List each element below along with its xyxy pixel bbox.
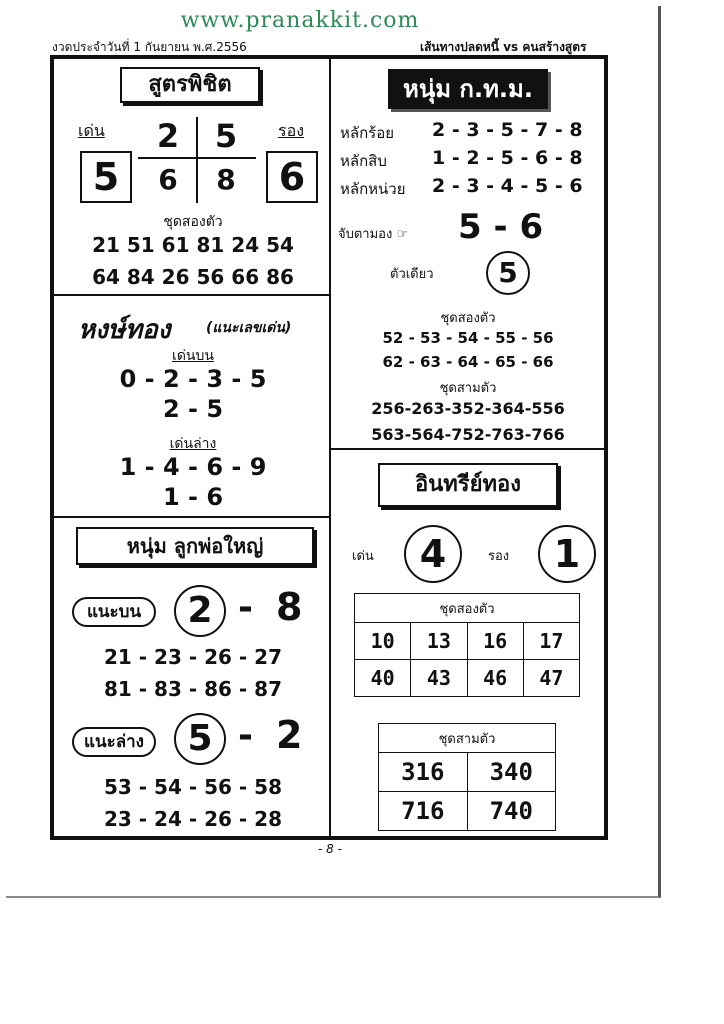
- bkk-pairs-row: 52 - 53 - 54 - 55 - 56: [382, 329, 554, 347]
- content-frame: [50, 55, 608, 840]
- luk-bottom-row: 23 - 24 - 26 - 28: [103, 807, 282, 831]
- luk-bottom-row: 53 - 54 - 56 - 58: [103, 775, 282, 799]
- bkk-pick-value: 5 - 6: [458, 207, 544, 247]
- luk-top-row: 21 - 23 - 26 - 27: [103, 645, 282, 669]
- table-cell: 10: [355, 623, 411, 660]
- bkk-row-label: หลักหน่วย: [340, 180, 406, 198]
- grid-cell: 2: [156, 117, 180, 155]
- hong-top-row: 2 - 5: [162, 395, 224, 423]
- bkk-row-value: 1 - 2 - 5 - 6 - 8: [432, 147, 583, 169]
- section-sutr: [53, 58, 331, 296]
- table-cell: 340: [467, 753, 556, 792]
- table-row: [379, 753, 556, 792]
- table-row: [379, 792, 556, 831]
- luk-top-dash: -: [238, 587, 253, 628]
- sutr-second-box: 6: [266, 151, 318, 203]
- grid-cell: 5: [214, 117, 238, 155]
- table-cell: 740: [467, 792, 556, 831]
- luk-bottom-pill: แนะล่าง: [72, 727, 156, 757]
- hong-bottom-label: เด่นล่าง: [169, 436, 217, 452]
- table-cell: 16: [467, 623, 523, 660]
- grid-cell: 6: [158, 163, 178, 196]
- grid-vline: [196, 117, 198, 203]
- magazine-title: เส้นทางปลดหนี้ vs คนสร้างสูตร: [420, 40, 587, 54]
- luk-top-circle: 2: [174, 585, 226, 637]
- table-row: [355, 594, 580, 623]
- table-cell: 716: [379, 792, 468, 831]
- page-number: - 8 -: [318, 842, 342, 856]
- bkk-single-circle: 5: [486, 251, 530, 295]
- bkk-row-label: หลักร้อย: [340, 124, 395, 142]
- luk-title: หนุ่ม ลูกพ่อใหญ่: [76, 527, 314, 565]
- table-cell: 17: [523, 623, 579, 660]
- bkk-single-label: ตัวเดียว: [390, 267, 434, 282]
- section-bkk: [329, 58, 605, 450]
- bkk-row-value: 2 - 3 - 4 - 5 - 6: [432, 175, 583, 197]
- bkk-pairs-row: 62 - 63 - 64 - 65 - 66: [382, 353, 554, 371]
- section-hong: [53, 294, 331, 518]
- sutr-title: สูตรพิชิต: [120, 67, 260, 103]
- table-row: [379, 724, 556, 753]
- luk-bottom-second: 2: [276, 713, 303, 757]
- insee-triples-label: ชุดสามตัว: [379, 724, 556, 753]
- sutr-cross-grid: [138, 117, 256, 203]
- table-cell: 43: [411, 660, 467, 697]
- sutr-second-label: รอง: [278, 121, 305, 140]
- insee-title: อินทรีย์ทอง: [378, 463, 558, 507]
- watermark: www.pranakkit.com: [180, 8, 420, 33]
- hong-top-row: 0 - 2 - 3 - 5: [119, 365, 267, 393]
- table-cell: 40: [355, 660, 411, 697]
- table-cell: 46: [467, 660, 523, 697]
- luk-bottom-dash: -: [238, 715, 253, 756]
- luk-bottom-circle: 5: [174, 713, 226, 765]
- bkk-triples-label: ชุดสามตัว: [439, 381, 497, 396]
- grid-cell: 8: [216, 163, 236, 196]
- sutr-pairs-row: 64 84 26 56 66 86: [92, 265, 294, 289]
- insee-second-circle: 1: [538, 525, 596, 583]
- bkk-pairs-label: ชุดสองตัว: [440, 311, 496, 326]
- hong-bottom-row: 1 - 6: [162, 483, 224, 511]
- hong-title: หงษ์ทอง: [78, 315, 171, 345]
- sutr-pairs-label: ชุดสองตัว: [163, 214, 223, 230]
- bkk-triples-row: 256-263-352-364-556: [371, 399, 565, 418]
- insee-lead-circle: 4: [404, 525, 462, 583]
- table-cell: 47: [523, 660, 579, 697]
- hong-top-label: เด่นบน: [172, 348, 214, 364]
- bkk-title: หนุ่ม ก.ท.ม.: [388, 69, 548, 109]
- section-luk: [53, 516, 331, 837]
- table-row: [355, 660, 580, 697]
- sutr-lead-box: 5: [80, 151, 132, 203]
- luk-top-row: 81 - 83 - 86 - 87: [103, 677, 282, 701]
- luk-top-second: 8: [276, 585, 303, 629]
- bkk-row-label: หลักสิบ: [340, 152, 387, 170]
- luk-top-pill: แนะบน: [72, 597, 156, 627]
- grid-hline: [138, 157, 256, 159]
- table-cell: 316: [379, 753, 468, 792]
- bkk-triples-row: 563-564-752-763-766: [371, 425, 565, 444]
- insee-triples-table: [378, 723, 556, 831]
- insee-pairs-table: [354, 593, 580, 697]
- table-row: [355, 623, 580, 660]
- bkk-pick-label: จับตามอง ☞: [338, 227, 409, 242]
- sutr-lead-label: เด่น: [78, 121, 105, 140]
- insee-lead-label: เด่น: [352, 549, 374, 564]
- issue-date: งวดประจำวันที่ 1 กันยายน พ.ศ.2556: [52, 40, 247, 54]
- insee-second-label: รอง: [488, 549, 510, 564]
- sutr-pairs-row: 21 51 61 81 24 54: [92, 233, 294, 257]
- section-insee: [329, 448, 605, 837]
- bkk-row-value: 2 - 3 - 5 - 7 - 8: [432, 119, 583, 141]
- insee-pairs-label: ชุดสองตัว: [355, 594, 580, 623]
- hong-subtitle: (แนะเลขเด่น): [206, 320, 292, 336]
- hong-bottom-row: 1 - 4 - 6 - 9: [119, 453, 267, 481]
- table-cell: 13: [411, 623, 467, 660]
